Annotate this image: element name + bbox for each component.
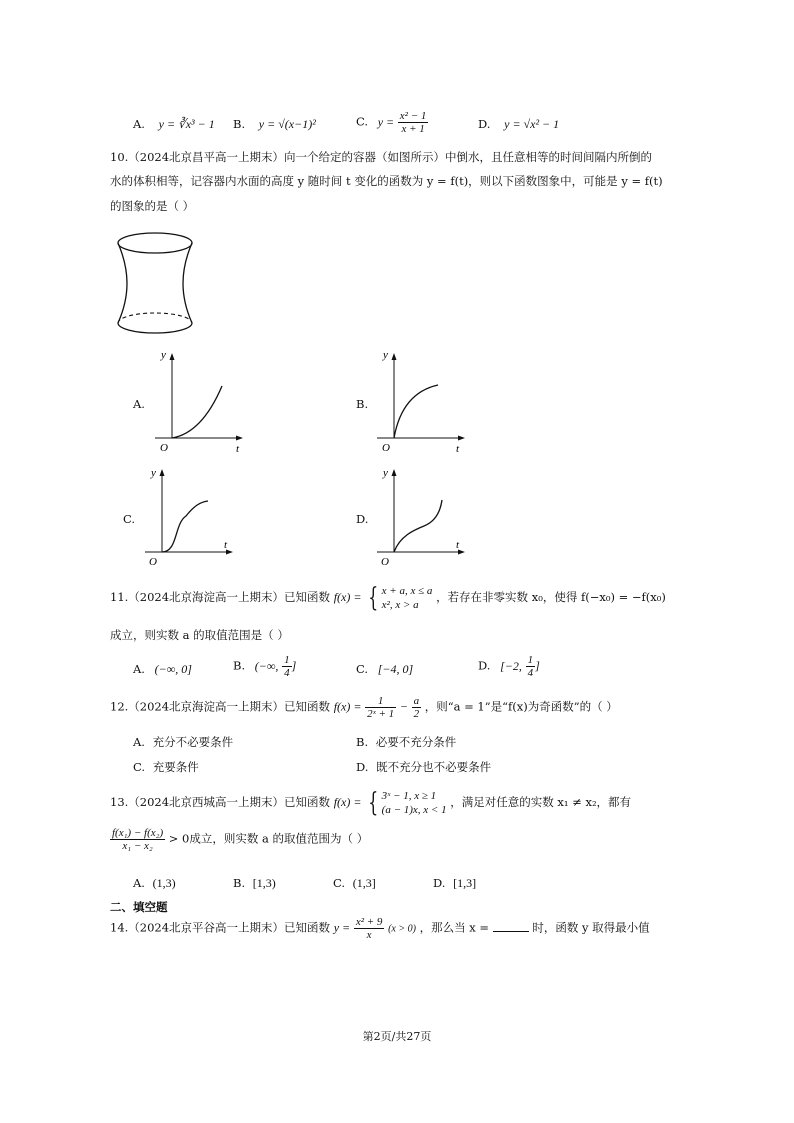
- q13-line2-suffix: > 0成立，则实数 a 的取值范围为（ ）: [168, 831, 369, 846]
- q11-case1: x + a, x ≤ a: [381, 585, 433, 597]
- numerator: x² − 1: [399, 110, 427, 122]
- denominator: 4: [527, 667, 534, 679]
- denominator: 2ˣ + 1: [367, 708, 395, 720]
- section-heading: 二、填空题: [110, 900, 168, 914]
- graph-b-label: B.: [356, 397, 369, 411]
- curve: [172, 386, 222, 438]
- option-text: 充分不必要条件: [152, 735, 234, 749]
- option-text: (1,3]: [352, 876, 376, 890]
- fraction: [526, 654, 536, 679]
- axis-y-label: y: [383, 349, 388, 361]
- q14-mid: ，那么当 x =: [419, 920, 490, 935]
- option-expr-post: ]: [291, 658, 297, 673]
- option-label: B.: [233, 117, 246, 131]
- fraction: [282, 654, 292, 679]
- option-text: 充要条件: [152, 760, 199, 774]
- denominator: x + 1: [401, 123, 425, 135]
- graph-d: [372, 464, 472, 572]
- q14-lhs: y =: [333, 920, 351, 935]
- q10-line3: 的图象的是（ ）: [110, 199, 195, 213]
- q12-option-c: [133, 759, 199, 775]
- option-label: C.: [133, 760, 146, 774]
- option-label: A.: [133, 662, 145, 676]
- option-label: C.: [356, 662, 369, 676]
- q14-line: [110, 916, 650, 941]
- option-label: C.: [333, 876, 346, 890]
- q13-suffix: ，满足对任意的实数 x₁ ≠ x₂，都有: [450, 795, 632, 809]
- q13-option-b: [233, 876, 276, 891]
- fraction: [412, 695, 422, 720]
- option-label: B.: [233, 876, 246, 890]
- q14-condition: (x > 0): [388, 923, 416, 935]
- curve: [394, 500, 442, 552]
- graph-b: [372, 348, 472, 456]
- option-expr-lhs: y =: [377, 114, 395, 129]
- axis-t-label: t: [224, 539, 228, 551]
- q11-prefix: 11.（2024北京海淀高一上期末）已知函数: [110, 590, 331, 604]
- numerator: 1: [365, 695, 396, 708]
- q13-cases: [382, 789, 447, 817]
- curve: [394, 385, 438, 438]
- q9-option-a: [133, 117, 215, 132]
- option-text: (1,3): [152, 876, 176, 890]
- axis-y-label: y: [151, 467, 156, 479]
- container-figure: [108, 226, 204, 342]
- denominator: x: [366, 929, 372, 941]
- axis-t-label: t: [456, 539, 460, 551]
- q13-option-d: [433, 876, 476, 891]
- q9-option-b: [233, 117, 316, 132]
- q13-case1: 3ˣ − 1, x ≥ 1: [381, 790, 437, 802]
- option-label: D.: [433, 876, 446, 890]
- option-expr-post: ]: [535, 658, 540, 673]
- q12-option-b: [356, 734, 456, 750]
- option-text: [1,3]: [453, 876, 477, 890]
- q11-fx: f(x) =: [333, 590, 362, 604]
- numerator: 1: [527, 654, 534, 666]
- q14-suffix: 时，函数 y 取得最小值: [532, 920, 650, 935]
- q12-prefix: 12.（2024北京海淀高一上期末）已知函数: [110, 699, 331, 714]
- option-label: D.: [478, 658, 491, 673]
- q13-fx: f(x) =: [333, 795, 362, 809]
- q13-option-c: [333, 876, 376, 891]
- option-expr: [−4, 0]: [377, 662, 414, 676]
- q13-option-a: [133, 876, 176, 891]
- q12-fx: f(x) =: [333, 699, 362, 714]
- denominator: x₁ − x₂: [122, 840, 153, 852]
- q11-option-b: [233, 654, 296, 679]
- axis-t-label: t: [456, 443, 460, 455]
- numerator: 1: [284, 654, 290, 666]
- axis-y-label: y: [383, 467, 388, 479]
- origin-label: O: [382, 442, 390, 454]
- q9-option-c: [356, 110, 428, 135]
- option-text: [1,3): [252, 876, 276, 890]
- origin-label: O: [149, 556, 157, 568]
- q12-suffix: ，则“a = 1”是“f(x)为奇函数”的（ ）: [424, 699, 618, 714]
- q11-option-d: [478, 654, 540, 679]
- q9-option-d: [478, 117, 559, 132]
- q10-line2: 水的体积相等，记容器内水面的高度 y 随时间 t 变化的函数为 y = f(t)，则以下函数图象中，可能是 y = f(t): [110, 174, 663, 188]
- option-expr: y = √(x−1)²: [258, 117, 316, 131]
- option-label: C.: [356, 114, 369, 129]
- q10-line1: 10.（2024北京昌平高一上期末）向一个给定的容器（如图所示）中倒水，且任意相等的时间间隔内所倒的: [110, 150, 653, 164]
- option-expr: y = ∛x³ − 1: [158, 117, 215, 131]
- q11-cases: [382, 584, 433, 612]
- fraction: [354, 916, 385, 941]
- option-label: A.: [133, 117, 145, 131]
- answer-blank[interactable]: [493, 919, 529, 932]
- option-label: A.: [133, 735, 145, 749]
- fraction: [365, 695, 396, 720]
- q12-option-d: [356, 759, 491, 775]
- axis-t-label: t: [236, 443, 240, 455]
- q12-line1: [110, 695, 618, 720]
- left-brace-icon: {: [368, 583, 379, 613]
- denominator: 2: [413, 708, 420, 720]
- q11-case2: x², x > a: [381, 599, 419, 611]
- origin-label: O: [381, 556, 389, 568]
- origin-label: O: [160, 442, 168, 454]
- q11-line2: 成立，则实数 a 的取值范围是（ ）: [110, 628, 289, 642]
- minus-sign: −: [399, 699, 408, 714]
- q13-line2: [110, 827, 368, 852]
- fraction: [398, 110, 429, 135]
- option-label: D.: [478, 117, 491, 131]
- graph-c-label: C.: [123, 512, 136, 526]
- q12-option-a: [133, 734, 233, 750]
- option-text: 既不充分也不必要条件: [376, 760, 492, 774]
- denominator: 4: [284, 667, 290, 679]
- q13-case2: (a − 1)x, x < 1: [381, 804, 447, 816]
- q14-prefix: 14.（2024北京平谷高一上期末）已知函数: [110, 920, 331, 935]
- graph-a-label: A.: [133, 397, 145, 411]
- q11-line1: [110, 584, 666, 612]
- option-label: D.: [356, 760, 369, 774]
- option-expr-pre: [−2,: [500, 658, 522, 673]
- graph-a: [150, 348, 250, 456]
- q11-option-c: [356, 662, 413, 677]
- q11-suffix: ，若存在非零实数 x₀，使得 f(−x₀) = −f(x₀): [436, 590, 666, 604]
- numerator: x² + 9: [355, 916, 383, 928]
- left-brace-icon: {: [368, 788, 379, 818]
- option-expr-pre: (−∞,: [254, 658, 279, 673]
- axis-y-label: y: [161, 349, 166, 361]
- option-label: B.: [356, 735, 369, 749]
- q13-prefix: 13.（2024北京西城高一上期末）已知函数: [110, 795, 331, 809]
- graph-d-label: D.: [356, 512, 369, 526]
- graph-c: [140, 464, 240, 572]
- option-text: 必要不充分条件: [375, 735, 457, 749]
- option-expr: y = √x² − 1: [504, 117, 560, 131]
- curve: [162, 501, 208, 552]
- numerator: f(x₁) − f(x₂): [112, 827, 164, 839]
- option-label: A.: [133, 876, 145, 890]
- numerator: a: [413, 695, 420, 707]
- option-label: B.: [233, 658, 246, 673]
- q11-option-a: [133, 662, 192, 677]
- option-expr: (−∞, 0]: [154, 662, 192, 676]
- q13-line1: [110, 789, 631, 817]
- fraction: [110, 827, 165, 852]
- page-footer: 第2页/共27页: [362, 1030, 432, 1043]
